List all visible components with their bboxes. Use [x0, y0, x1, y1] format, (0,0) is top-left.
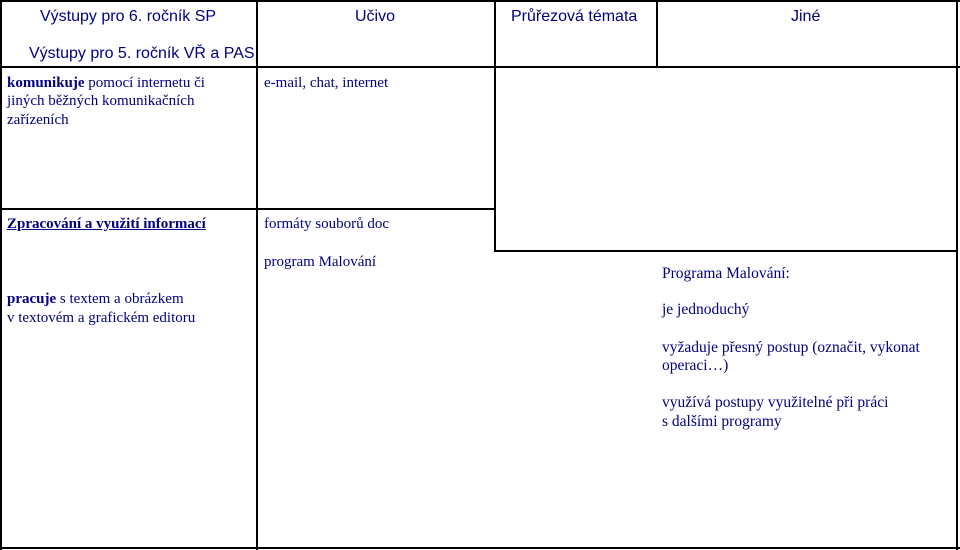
- jine-item-1: je jednoduchý: [662, 301, 750, 318]
- table-border-bottom: [0, 547, 960, 549]
- row2-ucivo-formaty: formáty souborů doc: [264, 216, 389, 232]
- row1-vystup-rest: pomocí internetu či: [84, 75, 205, 91]
- row2-ucivo-malovani: program Malování: [264, 254, 377, 270]
- jine-item-3-line2: s dalšími programy: [662, 413, 782, 430]
- row2-vystup-verb: pracuje: [7, 291, 57, 307]
- jine-item-3-line1: využívá postupy využitelné při práci: [662, 394, 889, 411]
- header-prurezova-temata: Průřezová témata: [511, 8, 638, 25]
- row1-vystup-line1: [7, 74, 205, 92]
- header-divider: [0, 66, 960, 68]
- row2-heading-text: Zpracování a využití informací: [7, 216, 206, 232]
- row-divider-jine: [494, 250, 958, 252]
- header-vystupy-5: Výstupy pro 5. ročník VŘ a PAS: [29, 45, 255, 62]
- row-divider-1: [0, 208, 496, 210]
- row2-vystup-line1: [7, 290, 184, 308]
- row1-ucivo: e-mail, chat, internet: [264, 75, 389, 91]
- column-divider-1: [256, 0, 258, 550]
- header-vystupy-6: Výstupy pro 6. ročník SP: [40, 8, 217, 25]
- row2-vystup-rest: s textem a obrázkem: [56, 291, 184, 307]
- jine-item-2-line1: vyžaduje přesný postup (označit, vykonat: [662, 339, 920, 356]
- column-divider-2: [494, 0, 496, 252]
- column-divider-3: [656, 0, 658, 68]
- table-border-right: [956, 0, 958, 550]
- header-jine: Jiné: [791, 8, 821, 25]
- row2-heading: [7, 215, 206, 233]
- header-ucivo: Učivo: [355, 8, 396, 25]
- table-border-top: [0, 0, 960, 2]
- row2-vystup-line2: v textovém a grafickém editoru: [7, 310, 196, 326]
- row1-vystup-line3: zařízeních: [7, 112, 69, 128]
- jine-item-2-line2: operaci…): [662, 357, 729, 374]
- row1-vystup-line2: jiných běžných komunikačních: [7, 93, 195, 109]
- jine-title: Programa Malování:: [662, 265, 790, 282]
- row1-vystup-verb: komunikuje: [7, 75, 85, 91]
- table-border-left: [0, 0, 2, 550]
